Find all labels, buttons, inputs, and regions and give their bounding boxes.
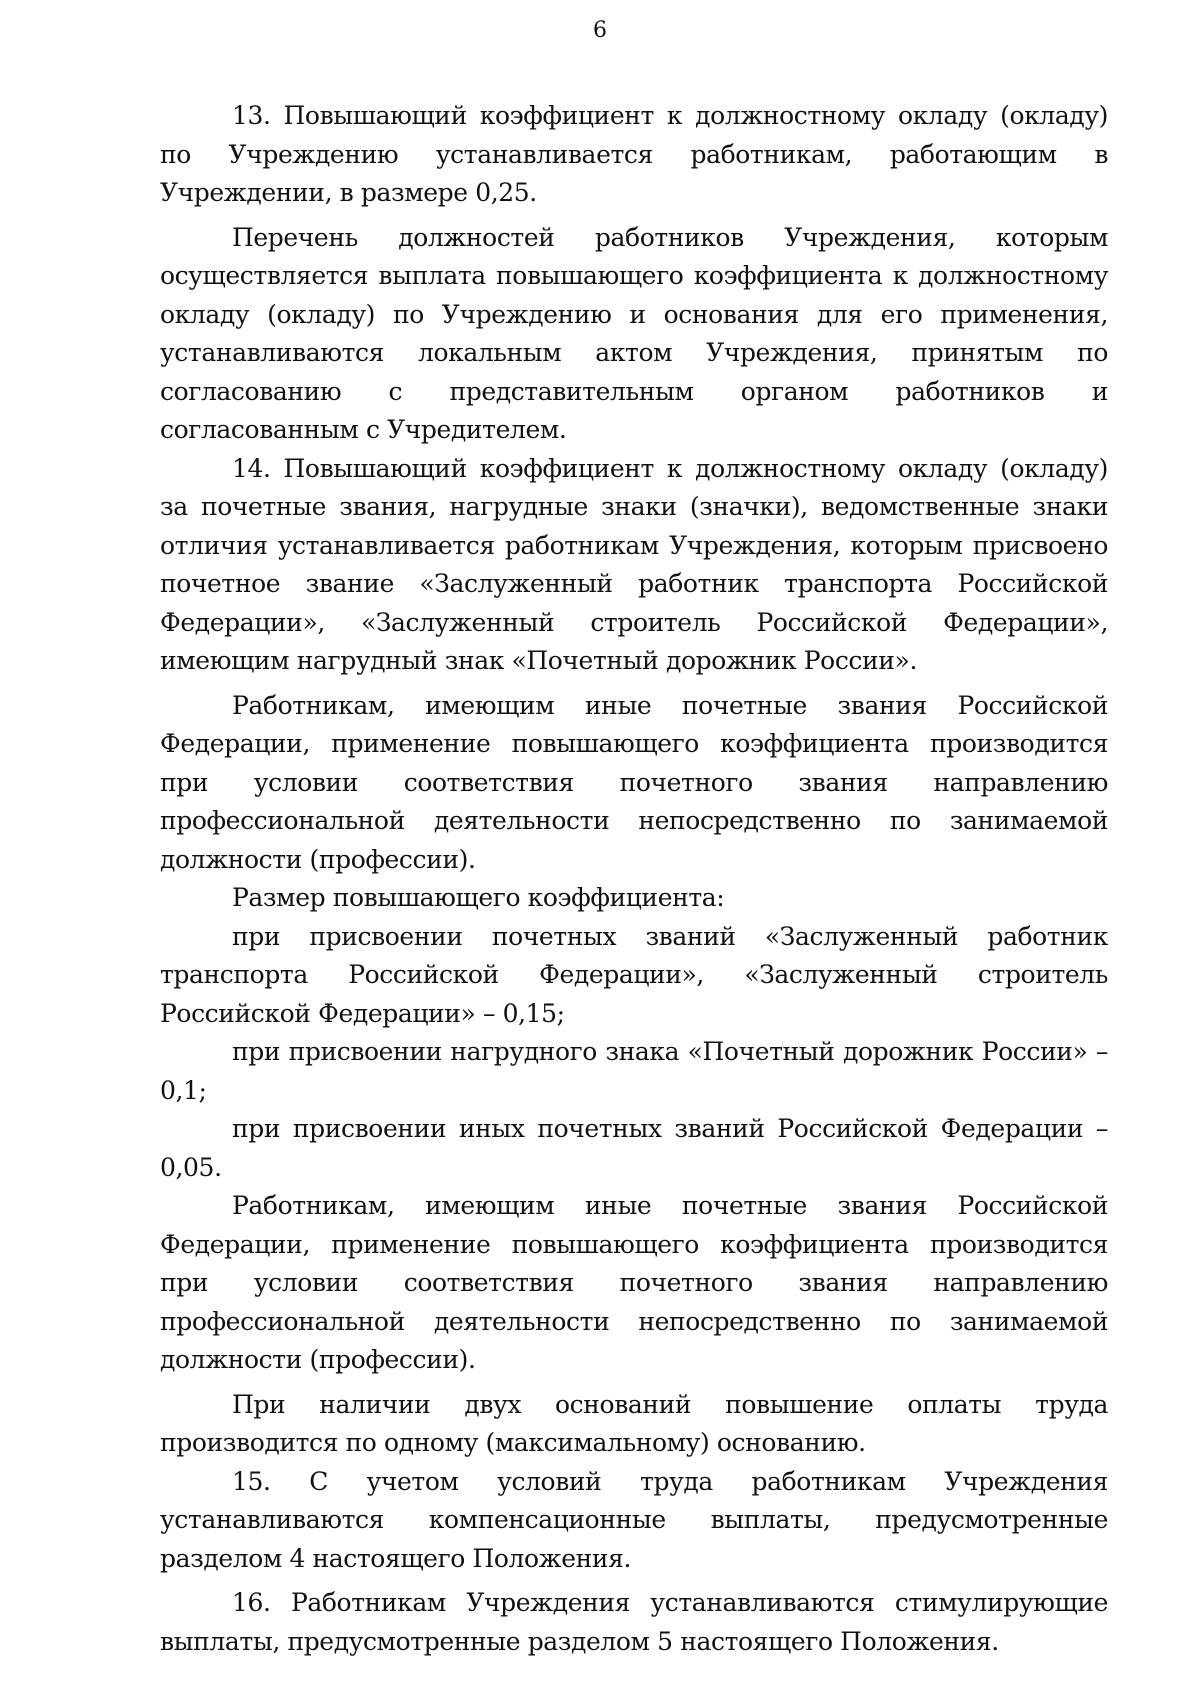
paragraph-coefficient-005: при присвоении иных почетных званий Российской Федерации – 0,05.: [160, 1114, 1108, 1182]
paragraph-coefficient-01: при присвоении нагрудного знака «Почетный дорожник России» – 0,1;: [160, 1037, 1108, 1105]
paragraph-positions-list: Перечень должностей работников Учреждения, которым осуществляется выплата повышающего коэффициента к должностному окладу (окладу) по Учреждению и основания для его применения, устанавливаются локальным актом Учреждения, принятым по согласованию с представительным органом работников и согласованным с Учредителем.: [160, 222, 1108, 444]
document-body: [160, 97, 1108, 1661]
paragraph-14: 14. Повышающий коэффициент к должностному окладу (окладу) за почетные звания, нагрудные знаки (значки), ведомственные знаки отличия устанавливается работникам Учреждения, которым присвоено почетное звание «Заслуженный работник транспорта Российской Федерации», «Заслуженный строитель Российской Федерации», имеющим нагрудный знак «Почетный дорожник России».: [160, 453, 1108, 675]
paragraph-other-titles-repeat: Работникам, имеющим иные почетные звания Российской Федерации, применение повышающего коэффициента производится при условии соответствия почетного звания направлению профессиональной деятельности непосредственно по занимаемой должности (профессии).: [160, 1191, 1108, 1374]
paragraph-16: 16. Работникам Учреждения устанавливаются стимулирующие выплаты, предусмотренные разделом 5 настоящего Положения.: [160, 1588, 1108, 1656]
paragraph-coefficient-size: Размер повышающего коэффициента:: [232, 883, 725, 912]
page-number: 6: [593, 18, 607, 43]
paragraph-other-titles: Работникам, имеющим иные почетные звания Российской Федерации, применение повышающего коэффициента производится при условии соответствия почетного звания направлению профессиональной деятельности непосредственно по занимаемой должности (профессии).: [160, 690, 1108, 874]
paragraph-15: 15. С учетом условий труда работникам Учреждения устанавливаются компенсационные выплаты, предусмотренные разделом 4 настоящего Положения.: [160, 1466, 1108, 1573]
paragraph-two-grounds: При наличии двух оснований повышение оплаты труда производится по одному (максимальному) основанию.: [160, 1389, 1108, 1457]
paragraph-coefficient-015: при присвоении почетных званий «Заслуженный работник транспорта Российской Федерации», «Заслуженный строитель Российской Федерации» – 0,15;: [160, 921, 1108, 1028]
paragraph-13: 13. Повышающий коэффициент к должностному окладу (окладу) по Учреждению устанавливается работникам, работающим в Учреждении, в размере 0,25.: [160, 101, 1108, 207]
